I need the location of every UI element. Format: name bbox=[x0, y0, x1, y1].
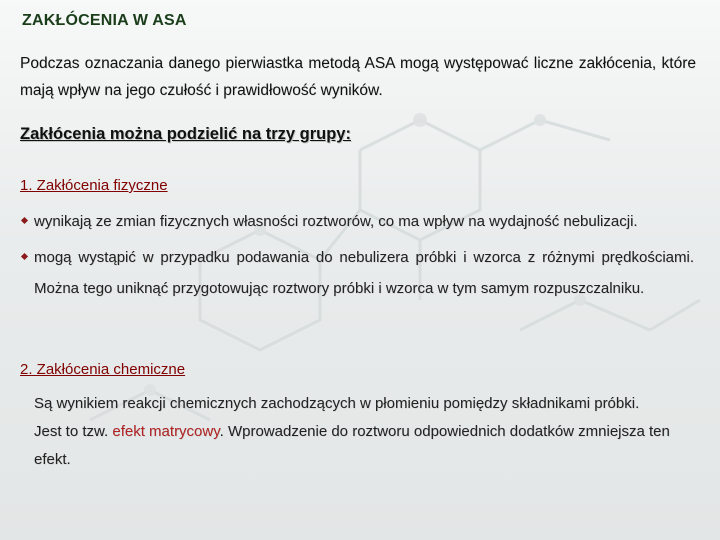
chemical-paragraph-1: Są wynikiem reakcji chemicznych zachodzących w płomieniu pomiędzy składnikami próbki. bbox=[34, 395, 640, 412]
intro-paragraph: Podczas oznaczania danego pierwiastka metodą ASA mogą występować liczne zakłócenia, które mają wpływ na jego czułość i prawidłowość wyników. bbox=[20, 55, 696, 99]
matrix-effect-term: efekt matrycowy bbox=[112, 423, 220, 440]
section-title-physical: 1. Zakłócenia fizyczne bbox=[20, 177, 168, 194]
chemical-interference-description bbox=[34, 390, 694, 474]
chemical-paragraph-2-prefix: Jest to tzw. bbox=[34, 423, 109, 440]
bullet-item bbox=[20, 242, 694, 304]
section-title-chemical: 2. Zakłócenia chemiczne bbox=[20, 361, 186, 378]
diamond-bullet-icon bbox=[21, 217, 28, 224]
bullet-text: wynikają ze zmian fizycznych własności roztworów, co ma wpływ na wydajność nebulizacji. bbox=[34, 213, 638, 230]
slide-title: ZAKŁÓCENIA W ASA bbox=[22, 12, 187, 29]
diamond-bullet-icon bbox=[21, 253, 28, 260]
bullet-item bbox=[20, 206, 695, 237]
groups-heading: Zakłócenia można podzielić na trzy grupy: bbox=[20, 125, 351, 143]
chemical-paragraph-2-suffix: . Wprowadzenie do roztworu odpowiednich dodatków zmniejsza ten efekt. bbox=[34, 423, 670, 468]
bullet-text: mogą wystąpić w przypadku podawania do nebulizera próbki i wzorca z różnymi prędkościami. Można tego uniknąć przygotowując roztwory próbki i wzorca w tym samym rozpuszczalniku. bbox=[34, 249, 694, 297]
